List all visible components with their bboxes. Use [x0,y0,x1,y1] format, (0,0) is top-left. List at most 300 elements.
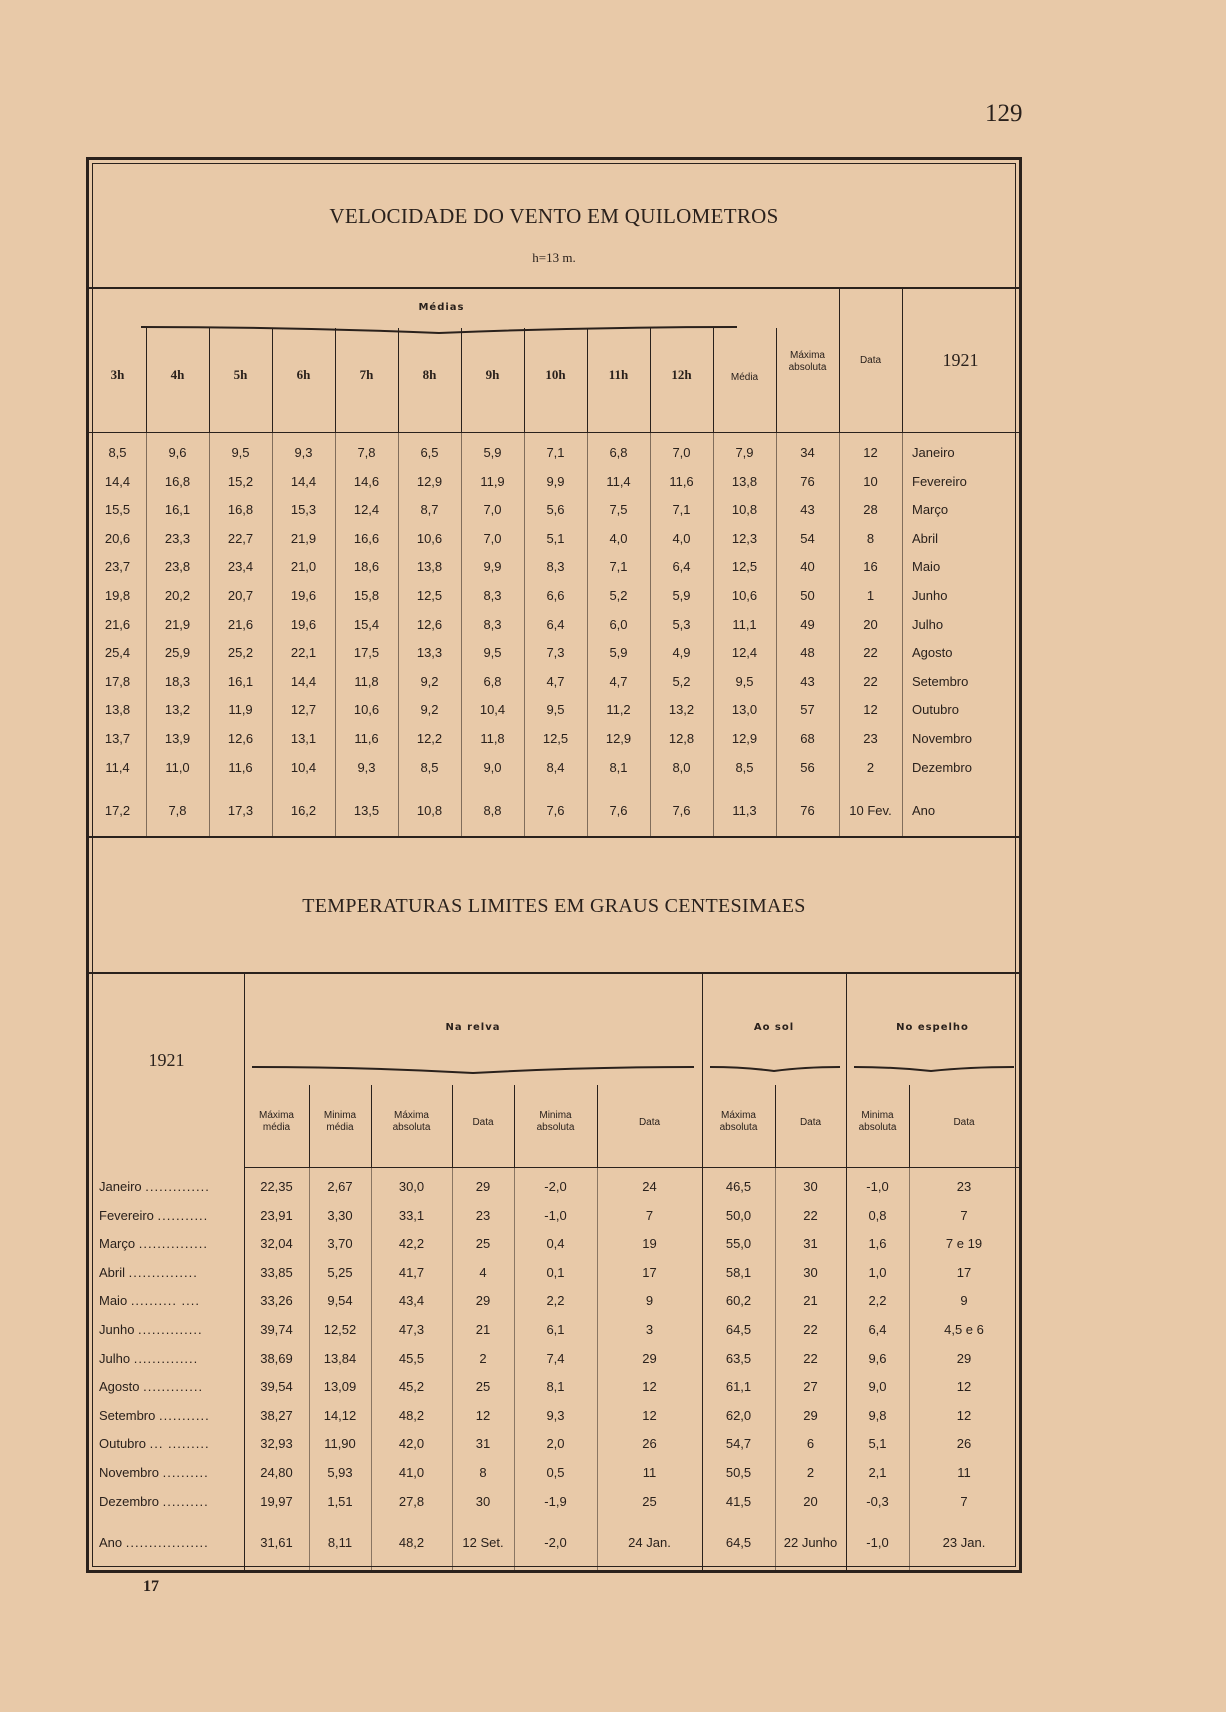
wind-cell: 12,4 [731,645,758,661]
temp-cell: 2 [806,1465,815,1480]
wind-cell: 12,4 [353,502,380,518]
wind-cell: 15,8 [353,588,380,603]
wind-cell: 12,2 [416,731,443,746]
temp-month-name: Novembro [99,1465,159,1480]
wind-cell: 5,9 [672,588,691,603]
wind-hour-header-label: 9h [485,367,500,382]
temp-cell: 2,2 [546,1293,565,1309]
wind-column-rule [272,432,273,836]
wind-month-label: Maio [912,559,941,575]
wind-cell: 49 [800,616,815,632]
wind-column-rule [902,432,903,836]
wind-cell: 11,9 [228,702,253,718]
wind-cell: 8,3 [546,559,565,575]
temp-column-header [702,1110,775,1134]
temp-cell: 45,5 [398,1350,425,1366]
wind-cell: 12,6 [227,731,254,746]
wind-cell: 12,6 [416,616,443,632]
temp-month-leader-dots: ............... [128,1264,198,1280]
temp-cell: 50,0 [725,1207,752,1223]
temp-cell: 8,1 [546,1379,565,1395]
temp-cell: 17 [642,1264,657,1280]
wind-cell: 13,2 [668,702,695,718]
wind-annual-cell: 17,3 [227,803,254,819]
wind-month-label: Junho [912,588,948,603]
wind-hour-header [524,367,587,383]
temp-cell: 33,26 [260,1293,293,1309]
wind-hour-header [272,367,335,383]
temp-cell: 29 [475,1293,491,1309]
wind-hour-header-label: 6h [296,367,311,382]
temp-cell: 33,1 [398,1207,425,1223]
temp-annual-cell: 22 Junho [783,1535,838,1551]
temp-cell: 24 [642,1179,657,1194]
wind-cell: 23,4 [227,559,254,575]
wind-cell: 5,2 [609,588,628,603]
wind-cell: 21,6 [227,616,254,632]
wind-cell: 9,9 [546,473,565,489]
wind-date-header: Data [859,355,882,366]
wind-cell: 23,7 [104,559,131,575]
wind-hour-header [89,367,146,383]
wind-hour-header-label: 7h [359,367,374,382]
wind-month-label: Outubro [912,702,959,718]
wind-cell: 76 [800,473,815,489]
temp-cell: 11,90 [324,1436,356,1452]
wind-cell: 15,2 [227,473,254,489]
wind-hour-header [209,367,272,383]
wind-cell: 12,9 [416,473,443,489]
temp-cell: 39,74 [260,1322,293,1337]
temp-cell: 5,1 [868,1436,887,1452]
wind-column-rule [461,432,462,836]
temp-month-label [99,1236,239,1251]
temp-month-name: Janeiro [99,1179,142,1194]
temp-cell: 3 [645,1322,654,1337]
wind-month-label: Dezembro [912,759,972,775]
temp-cell: 6,4 [868,1322,887,1337]
temp-cell: 8 [479,1465,487,1480]
temp-month-label [99,1436,239,1451]
wind-cell: 7,0 [483,530,502,546]
wind-cell: 23,3 [164,530,191,546]
temp-month-name: Fevereiro [99,1207,154,1223]
wind-cell: 9,3 [294,445,313,460]
wind-column-rule [587,432,588,836]
wind-cell: 9,5 [483,645,502,661]
wind-annual-cell: 7,6 [672,803,691,819]
wind-cell: 8,5 [108,445,127,460]
wind-cell: 17,5 [353,645,380,661]
wind-month-label: Janeiro [912,445,955,460]
wind-cell: 10,8 [731,502,758,518]
temp-cell: 7 e 19 [945,1236,983,1252]
temp-cell: 39,54 [260,1379,293,1395]
temp-annual-cell: 8,11 [327,1535,353,1551]
wind-cell: 9,2 [420,702,439,718]
wind-table-subtitle: h=13 m. [532,250,576,265]
wind-cell: 11,6 [354,731,379,746]
wind-hour-header [587,367,650,383]
temp-column-rule [909,1167,910,1571]
wind-annual-cell: 13,5 [353,803,380,819]
wind-hour-header-label: 3h [110,367,125,382]
temp-cell: 4,5 e 6 [944,1322,984,1337]
temp-column-header [846,1110,909,1134]
tables-frame [86,157,1022,1573]
wind-cell: 22,1 [290,645,317,661]
temp-cell: 55,0 [725,1236,752,1252]
wind-cell: 7,1 [609,559,628,575]
temp-month-leader-dots: ............... [138,1236,208,1252]
wind-table-title: VELOCIDADE DO VENTO EM QUILOMETROS [329,204,779,228]
temp-column-header-line: Minima [539,1110,572,1121]
temp-column-header-line: média [262,1122,291,1133]
temp-column-rule [309,1167,310,1571]
temp-cell: -1,0 [544,1207,567,1223]
wind-cell: 4,0 [672,530,691,546]
wind-cell: 22 [863,673,878,689]
wind-cell: 9,5 [546,702,565,718]
temp-cell: 48,2 [398,1407,425,1423]
temp-month-name: Outubro [99,1436,146,1452]
wind-hour-header [146,367,209,383]
wind-cell: 7,0 [672,445,691,460]
wind-cell: 14,4 [290,473,317,489]
temp-month-name: Julho [99,1350,131,1366]
temp-column-rule [775,1167,776,1571]
temp-column-header-line: Máxima [393,1110,429,1121]
wind-cell: 9,6 [168,445,187,460]
wind-cell: 18,3 [164,673,191,689]
wind-header-rule [89,287,1019,289]
temp-cell: 60,2 [725,1293,752,1309]
wind-cell: 7,9 [735,445,754,460]
temp-month-leader-dots: .......... [162,1465,209,1480]
wind-cell: 23,8 [164,559,191,575]
temp-column-header [452,1117,514,1129]
wind-cell: 9,9 [483,559,502,575]
temp-month-leader-dots: .............. [133,1350,199,1366]
wind-cell: 11,6 [669,473,694,489]
temp-cell: 2,67 [327,1179,353,1194]
wind-annual-cell: 11,3 [732,803,757,819]
wind-cell: 9,0 [483,759,502,775]
wind-cell: 13,0 [731,702,758,718]
temp-cell: 2 [479,1350,487,1366]
wind-column-rule [146,432,147,836]
wind-cell: 28 [863,502,878,518]
wind-cell: 5,9 [609,645,628,661]
temp-cell: 12 [956,1407,972,1423]
wind-cell: 16 [863,559,878,575]
temp-cell: 0,5 [546,1465,565,1480]
wind-column-rule [335,432,336,836]
wind-cell: 7,0 [483,502,502,518]
temp-cell: 22,35 [260,1179,293,1194]
page-number: 129 [985,100,1023,127]
wind-cell: 25,2 [227,645,254,661]
wind-cell: 50 [800,588,815,603]
temp-month-name: Maio [99,1293,128,1309]
wind-cell: 13,2 [164,702,191,718]
temp-header-rule [89,972,1019,974]
temp-cell: 29 [642,1350,657,1366]
temp-cell: 63,5 [725,1350,752,1366]
wind-cell: 12,7 [290,702,317,718]
temp-cell: 47,3 [398,1322,425,1337]
wind-cell: 15,5 [104,502,131,518]
temp-cell: 32,04 [260,1236,293,1252]
signature-number: 17 [143,1578,159,1595]
wind-cell: 12,5 [416,588,443,603]
temp-cell: 21 [475,1322,491,1337]
wind-cell: 56 [800,759,815,775]
temp-cell: 22 [803,1350,818,1366]
wind-cell: 19,6 [290,588,317,603]
temp-cell: 26 [956,1436,972,1452]
wind-cell: 4,0 [609,530,628,546]
wind-cell: 7,8 [357,445,376,460]
temp-cell: 25 [642,1493,657,1509]
temp-column-header [309,1110,371,1134]
wind-cell: 9,5 [231,445,250,460]
temp-cell: 11 [957,1465,971,1480]
temp-cell: 13,09 [323,1379,357,1395]
temp-cell: 2,1 [868,1465,887,1480]
temp-cell: 9,3 [546,1407,565,1423]
wind-cell: 16,1 [227,673,254,689]
wind-cell: 17,8 [104,673,131,689]
temp-cell: 1,51 [327,1493,353,1509]
temp-month-label [99,1494,239,1509]
wind-cell: 6,4 [672,559,691,575]
wind-cell: 13,3 [416,645,443,661]
wind-cell: 13,8 [731,473,758,489]
temp-cell: 17 [956,1264,972,1280]
wind-cell: 15,4 [353,616,380,632]
temp-cell: 30,0 [398,1179,425,1194]
temp-column-rule [597,1167,598,1571]
wind-column-rule [839,432,840,836]
wind-cell: 6,5 [420,445,439,460]
wind-cell: 9,5 [735,673,754,689]
temp-annual-cell: 64,5 [725,1535,752,1551]
temp-cell: 23 [956,1179,972,1194]
wind-cell: 11,4 [105,759,130,775]
wind-annual-cell: 7,6 [546,803,565,819]
wind-cell: 8,4 [546,759,565,775]
wind-annual-cell: 17,2 [104,803,131,819]
temp-cell: 41,0 [398,1465,425,1480]
temp-cell: 26 [642,1436,657,1452]
wind-cell: 16,6 [353,530,380,546]
temp-year-header: 1921 [148,1050,185,1070]
wind-cell: 6,8 [483,673,502,689]
wind-cell: 23 [863,731,878,746]
wind-cell: 21,0 [290,559,317,575]
temp-cell: 13,84 [323,1350,357,1366]
wind-cell: 21,6 [104,616,131,632]
wind-cell: 19,8 [104,588,131,603]
temp-column-header [909,1117,1019,1129]
wind-media-header: Média [730,372,759,383]
wind-cell: 10,6 [353,702,380,718]
temp-cell: 43,4 [398,1293,425,1309]
wind-cell: 13,8 [104,702,131,718]
wind-column-rule [398,432,399,836]
temp-cell: 7 [960,1207,968,1223]
temp-cell: 5,25 [327,1264,353,1280]
wind-annual-cell: 10 Fev. [849,803,892,819]
wind-cell: 7,1 [546,445,565,460]
wind-cell: 20 [863,616,878,632]
wind-cell: 4,7 [609,673,628,689]
temp-cell: 25 [475,1379,491,1395]
temp-cell: 12 [642,1379,657,1395]
wind-cell: 25,9 [164,645,191,661]
wind-cell: 13,8 [416,559,443,575]
wind-annual-cell: 76 [800,803,815,819]
wind-month-label: Agosto [912,645,953,661]
wind-cell: 11,1 [732,616,757,632]
temp-cell: 9,54 [327,1293,353,1309]
wind-column-rule [776,328,777,432]
wind-cell: 11,4 [606,473,631,489]
wind-cell: 20,2 [164,588,191,603]
wind-cell: 10,4 [290,759,317,775]
wind-cell: 22,7 [227,530,254,546]
temp-month-leader-dots: .................. [125,1535,209,1551]
wind-month-label: Setembro [912,673,969,689]
wind-cell: 40 [800,559,815,575]
wind-cell: 21,9 [290,530,317,546]
temp-cell: 32,93 [260,1436,293,1452]
temp-column-header-line: Máxima [258,1110,294,1121]
temp-cell: 41,5 [725,1493,752,1509]
wind-annual-cell: 7,6 [609,803,628,819]
temp-cell: 19 [642,1236,657,1252]
temp-cell: -1,0 [866,1179,889,1194]
temp-cell: 0,1 [546,1264,565,1280]
temp-month-leader-dots: ............. [143,1379,204,1395]
wind-cell: 10,6 [416,530,443,546]
wind-cell: 8,3 [483,588,502,603]
temp-cell: 3,30 [327,1207,353,1223]
temp-cell: 1,0 [868,1264,887,1280]
temp-cell: 31 [475,1436,491,1452]
temp-cell: 33,85 [260,1264,293,1280]
temp-column-header-line: absoluta [719,1122,758,1133]
wind-column-rule [713,432,714,836]
wind-cell: 54 [800,530,815,546]
wind-cell: 13,9 [164,731,191,746]
temp-cell: 2,0 [546,1436,565,1452]
temp-month-label [99,1179,239,1194]
temp-cell: 50,5 [725,1465,752,1480]
wind-cell: 10,6 [731,588,758,603]
temp-month-name: Março [99,1236,136,1252]
temp-cell: 9,6 [868,1350,887,1366]
temp-group-braces [244,1065,1024,1079]
temp-column-header-line: absoluta [392,1122,431,1133]
wind-cell: 57 [800,702,815,718]
temp-month-label [99,1379,239,1394]
temp-month-name: Dezembro [99,1493,159,1509]
temp-cell: 42,0 [398,1436,425,1452]
temp-month-label [99,1293,239,1308]
wind-cell: 34 [800,445,815,460]
wind-cell: 6,4 [546,616,565,632]
wind-cell: 5,6 [546,502,565,518]
wind-hour-header-label: 4h [170,367,185,382]
wind-cell: 6,8 [609,445,628,460]
temp-cell: 6,1 [546,1322,565,1337]
temp-cell: 25 [475,1236,491,1252]
wind-hour-header [335,367,398,383]
wind-cell: 8,3 [483,616,502,632]
wind-cell: 5,1 [546,530,565,546]
temp-column-header [244,1110,309,1134]
wind-max-header-line: Máxima [789,350,825,361]
wind-cell: 13,7 [104,731,131,746]
wind-cell: 10 [863,473,878,489]
wind-cell: 14,6 [353,473,380,489]
temp-cell: 54,7 [725,1436,752,1452]
temp-cell: 7 [645,1207,654,1223]
temp-column-header-line: Minima [323,1110,357,1121]
temp-cell: 0,4 [546,1236,565,1252]
temp-cell: 38,69 [260,1350,293,1366]
temp-cell: 41,7 [398,1264,425,1280]
temp-annual-cell: 48,2 [398,1535,425,1551]
temp-cell: 7 [960,1493,968,1509]
wind-month-label: Fevereiro [912,473,967,489]
wind-cell: 12,3 [731,530,758,546]
temp-column-header [514,1110,597,1134]
temp-cell: 42,2 [398,1236,425,1252]
wind-cell: 5,2 [672,673,691,689]
temp-column-rule [514,1167,515,1571]
wind-cell: 12,8 [668,731,695,746]
wind-hour-header [398,367,461,383]
wind-hour-header [461,367,524,383]
temp-month-label [99,1351,239,1366]
temp-cell: 38,27 [260,1407,293,1423]
wind-cell: 9,2 [420,673,439,689]
temp-month-leader-dots: .............. [145,1179,210,1194]
temp-cell: 22 [803,1322,818,1337]
temp-cell: 20 [803,1493,818,1509]
wind-cell: 12 [863,702,878,718]
temp-cell: 9,8 [868,1407,887,1423]
wind-cell: 10,4 [479,702,506,718]
temp-month-name: Setembro [99,1407,156,1423]
temp-cell: 3,70 [327,1236,353,1252]
temp-month-label [99,1465,239,1480]
temp-annual-cell: -1,0 [866,1535,889,1551]
wind-cell: 11,6 [228,759,253,775]
temp-column-header [775,1117,846,1129]
temp-cell: 64,5 [725,1322,752,1337]
wind-cell: 1 [866,588,875,603]
temp-annual-cell: 31,61 [260,1535,293,1551]
temp-month-label [99,1408,239,1423]
wind-cell: 12,5 [731,559,758,575]
wind-cell: 6,0 [609,616,628,632]
wind-cell: 16,8 [164,473,191,489]
wind-cell: 12,9 [731,731,758,746]
